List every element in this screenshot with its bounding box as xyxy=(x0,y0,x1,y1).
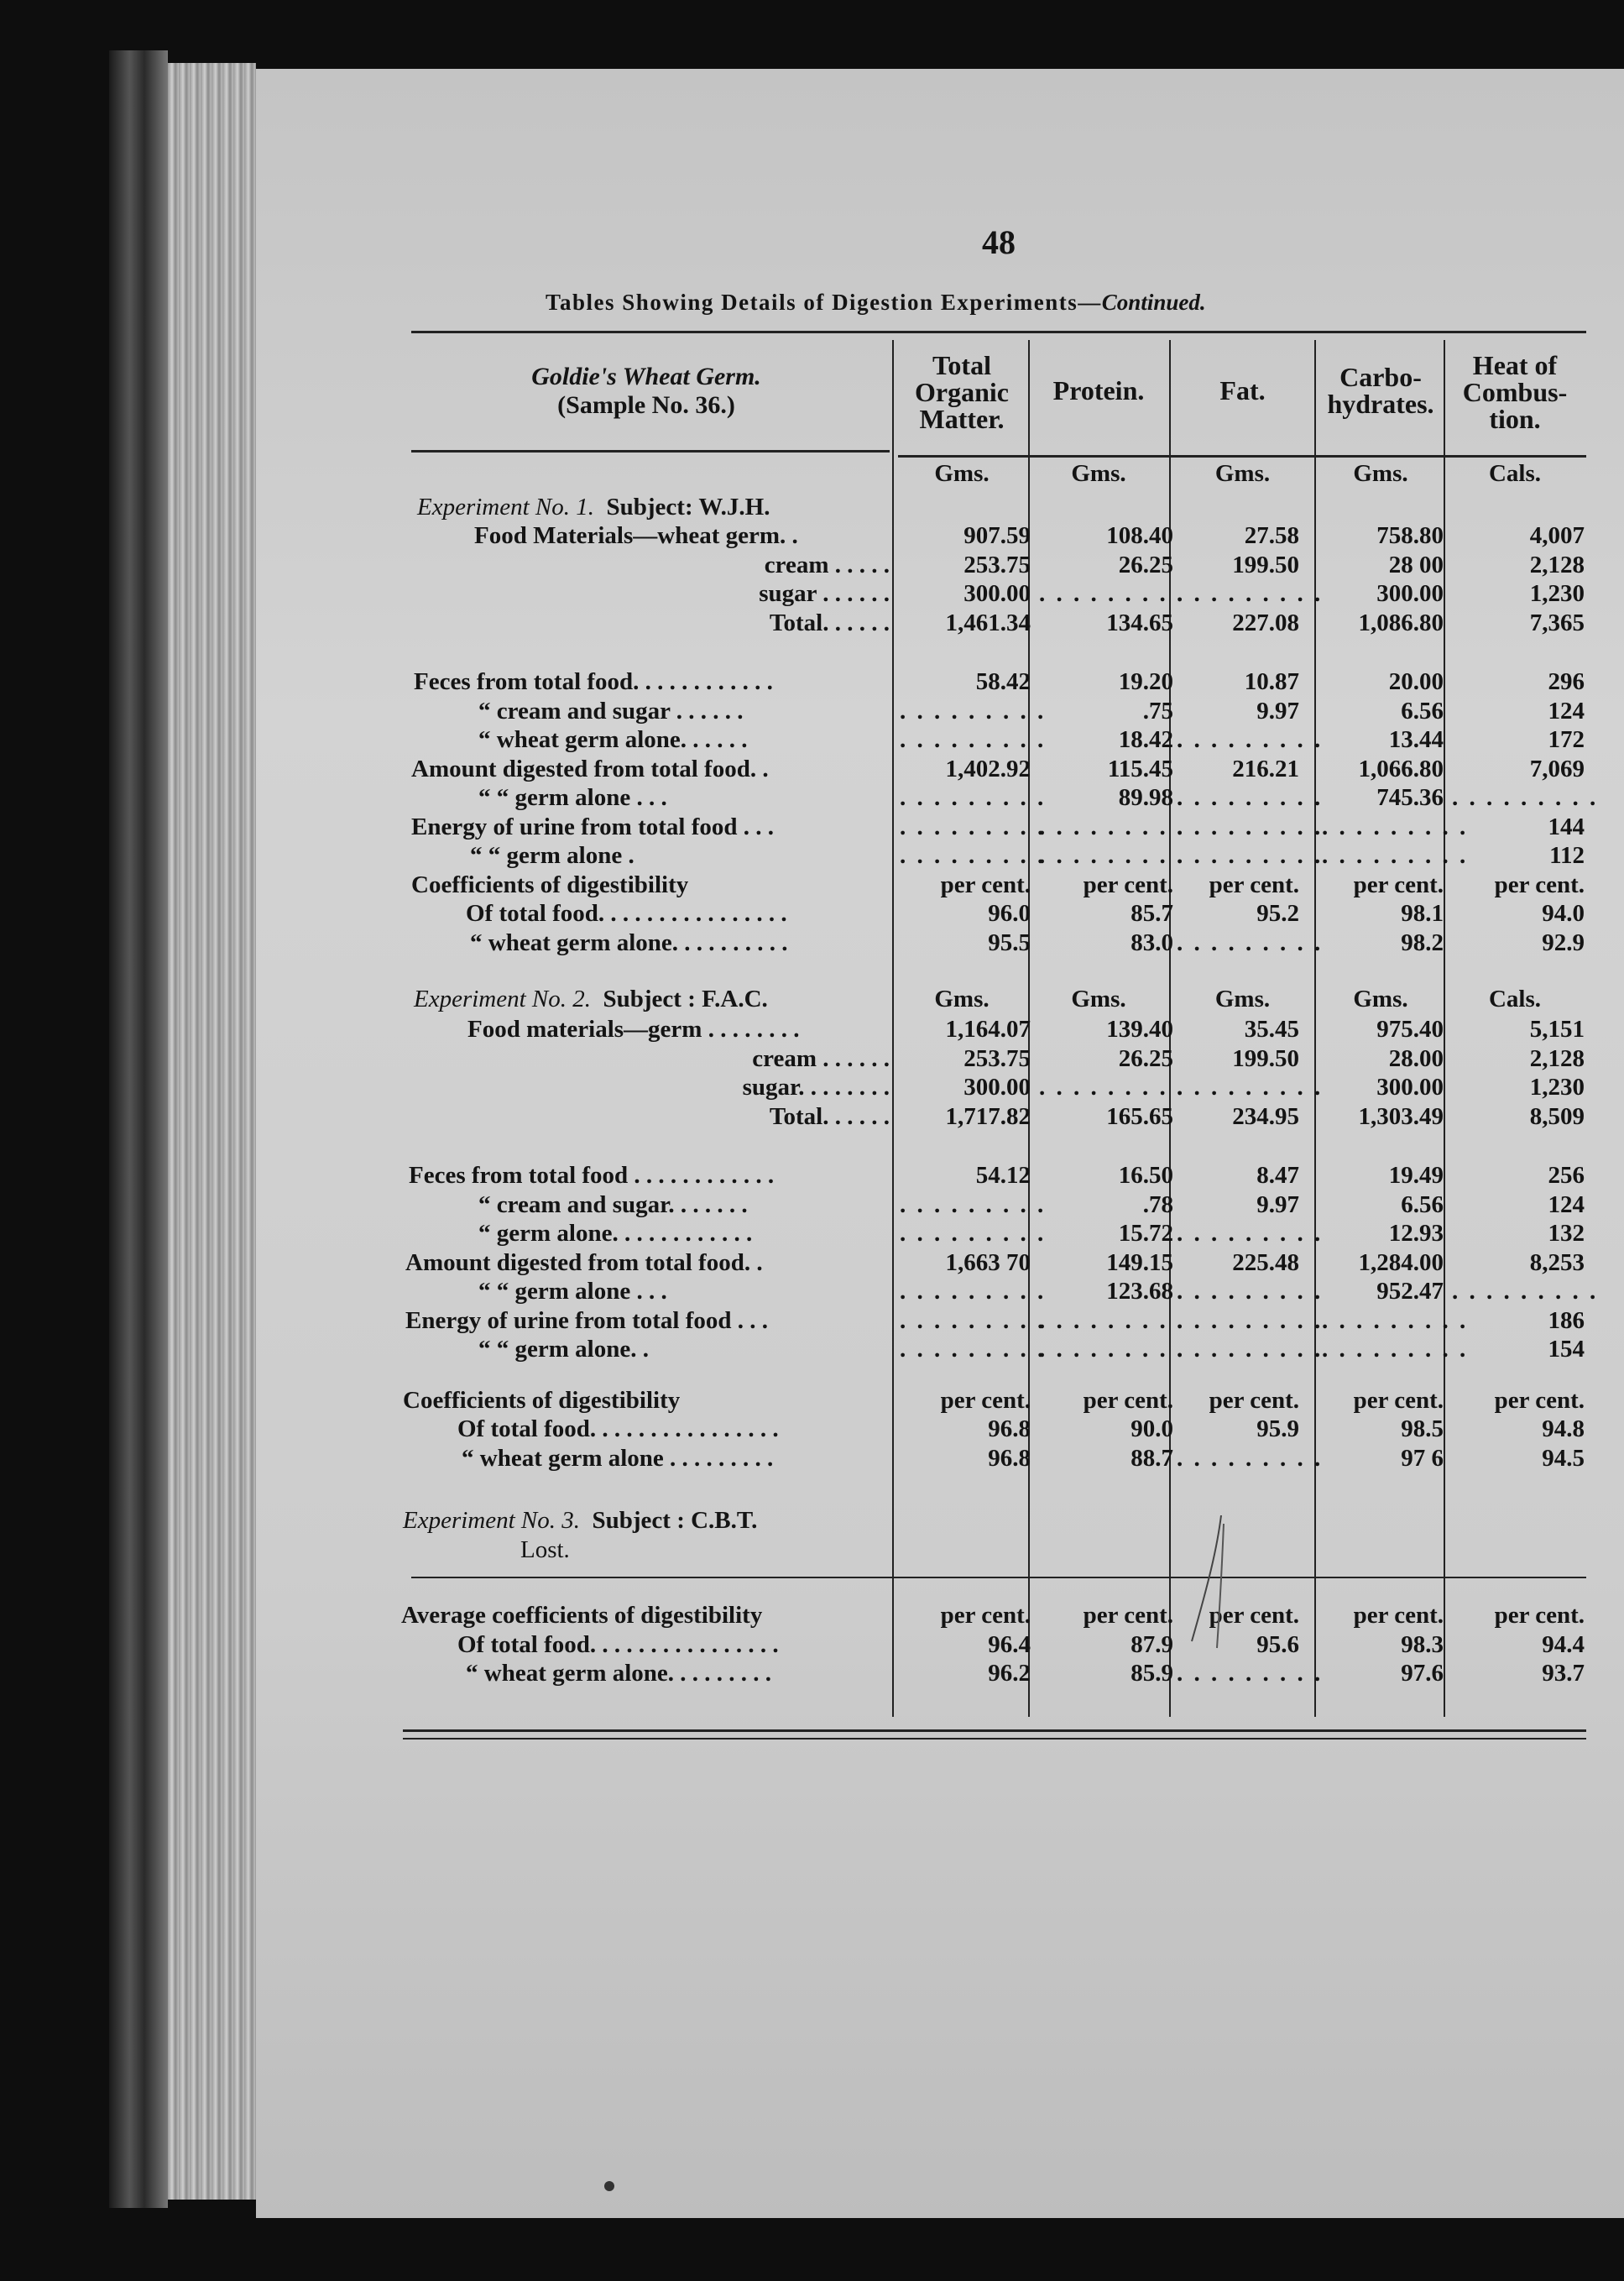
sample-number: (Sample No. 36.) xyxy=(557,391,735,419)
experiment2-row-3-label: Total. . . . . . xyxy=(769,1102,890,1130)
experiment-3-title xyxy=(403,1507,757,1535)
experiment-2-subject: Subject : F.A.C. xyxy=(603,986,768,1012)
rule-top xyxy=(411,331,1586,333)
experiment2-row-11-col-3-value: per cent. xyxy=(1353,1386,1444,1414)
column-divider-0 xyxy=(892,340,894,1717)
experiment2-row-4-label: Feces from total food . . . . . . . . . . . . xyxy=(409,1162,775,1189)
experiment2-row-12-col-1-value: 90.0 xyxy=(1131,1415,1173,1442)
experiment-1-number: Experiment No. 1. xyxy=(417,494,595,521)
experiment2-row-8-col-2-leader: . . . . . . . . . xyxy=(1177,1278,1324,1305)
experiment1-row-5-col-3-value: 6.56 xyxy=(1401,697,1444,725)
experiment2-row-10-col-2-leader: . . . . . . . . . xyxy=(1177,1336,1324,1363)
experiment1-row-7-col-1-value: 115.45 xyxy=(1107,755,1173,782)
experiment1-row-7-col-0-value: 1,402.92 xyxy=(945,755,1031,782)
experiment1-row-10-col-1-leader: . . . . . . . . . xyxy=(1039,842,1186,869)
experiment1-row-0-col-2-value: 27.58 xyxy=(1244,522,1299,549)
experiment1-row-5-col-2-value: 9.97 xyxy=(1256,697,1299,725)
average-row-0-col-3-value: per cent. xyxy=(1353,1602,1444,1629)
experiment2-row-9-col-0-leader: . . . . . . . . . xyxy=(900,1306,1047,1334)
experiment2-row-11-col-2-value: per cent. xyxy=(1209,1386,1299,1414)
experiment1-row-12-col-1-value: 85.7 xyxy=(1131,900,1173,927)
experiment-2-number: Experiment No. 2. xyxy=(414,986,592,1012)
experiment2-unit-0: Gms. xyxy=(934,986,990,1012)
experiment1-row-6-col-2-leader: . . . . . . . . . xyxy=(1177,726,1324,753)
experiment2-row-11-label: Coefficients of digestibility xyxy=(403,1386,681,1414)
experiment1-row-13-label: “ wheat germ alone. . . . . . . . . . xyxy=(470,929,788,956)
experiment1-row-9-col-2-leader: . . . . . . . . . xyxy=(1177,813,1324,840)
experiment2-row-7-col-3-value: 1,284.00 xyxy=(1358,1248,1444,1276)
experiment1-row-6-col-4-value: 172 xyxy=(1548,726,1585,753)
experiment1-row-10-col-0-leader: . . . . . . . . . xyxy=(900,842,1047,869)
experiment2-row-6-col-3-value: 12.93 xyxy=(1388,1220,1444,1247)
experiment1-row-10-col-2-leader: . . . . . . . . . xyxy=(1177,842,1324,869)
experiment2-row-11-col-4-value: per cent. xyxy=(1494,1386,1585,1414)
experiment1-row-0-col-3-value: 758.80 xyxy=(1376,522,1444,549)
experiment1-row-7-label: Amount digested from total food. . xyxy=(411,755,769,782)
table-title-main: Tables Showing Details of Digestion Experiments— xyxy=(546,290,1102,315)
table-title xyxy=(546,290,1206,316)
experiment1-row-3-col-4-value: 7,365 xyxy=(1529,609,1585,636)
experiment2-row-10-col-4-value: 154 xyxy=(1548,1336,1585,1363)
experiment2-row-2-col-0-value: 300.00 xyxy=(963,1074,1031,1101)
average-row-2-col-4-value: 93.7 xyxy=(1542,1660,1585,1687)
experiment1-row-1-col-2-value: 199.50 xyxy=(1232,551,1299,578)
experiment1-row-4-col-3-value: 20.00 xyxy=(1388,668,1444,695)
column-header-3-line-0: Carbo- xyxy=(1339,362,1422,392)
average-row-1-col-3-value: 98.3 xyxy=(1401,1630,1444,1658)
experiment1-row-6-col-3-value: 13.44 xyxy=(1388,726,1444,753)
average-row-0-col-1-value: per cent. xyxy=(1083,1602,1173,1629)
experiment1-row-3-col-3-value: 1,086.80 xyxy=(1358,609,1444,636)
experiment2-row-0-col-2-value: 35.45 xyxy=(1244,1016,1299,1043)
experiment1-row-8-col-0-leader: . . . . . . . . . xyxy=(900,784,1047,811)
experiment1-row-8-col-1-value: 89.98 xyxy=(1118,784,1173,811)
experiment2-row-1-col-2-value: 199.50 xyxy=(1232,1044,1299,1072)
average-row-2-col-2-leader: . . . . . . . . . xyxy=(1177,1660,1324,1687)
experiment1-row-13-col-0-value: 95.5 xyxy=(988,929,1031,956)
experiment1-row-11-col-2-value: per cent. xyxy=(1209,871,1299,898)
average-row-1-col-2-value: 95.6 xyxy=(1256,1630,1299,1658)
experiment2-row-13-col-3-value: 97 6 xyxy=(1401,1444,1444,1472)
experiment2-row-6-col-4-value: 132 xyxy=(1548,1220,1585,1247)
experiment1-row-12-col-0-value: 96.0 xyxy=(988,900,1031,927)
rule-bottom-1 xyxy=(403,1729,1586,1732)
experiment2-row-2-label: sugar. . . . . . . . xyxy=(742,1074,890,1101)
experiment2-row-8-col-0-leader: . . . . . . . . . xyxy=(900,1278,1047,1305)
experiment2-row-9-label: Energy of urine from total food . . . xyxy=(405,1306,768,1334)
experiment2-row-4-col-1-value: 16.50 xyxy=(1118,1162,1173,1189)
experiment-1-title xyxy=(417,494,770,521)
average-row-0-col-0-value: per cent. xyxy=(940,1602,1031,1629)
experiment2-row-13-col-0-value: 96.8 xyxy=(988,1444,1031,1472)
experiment2-row-0-col-0-value: 1,164.07 xyxy=(945,1016,1031,1043)
experiment1-row-7-col-4-value: 7,069 xyxy=(1529,755,1585,782)
experiment1-row-5-col-1-value: .75 xyxy=(1142,697,1173,725)
experiment2-row-1-label: cream . . . . . . xyxy=(752,1044,890,1072)
experiment2-row-10-col-1-leader: . . . . . . . . . xyxy=(1039,1336,1186,1363)
experiment2-unit-1: Gms. xyxy=(1071,986,1126,1012)
column-divider-4 xyxy=(1444,340,1445,1717)
experiment2-row-4-col-3-value: 19.49 xyxy=(1388,1162,1444,1189)
experiment1-row-0-label: Food Materials—wheat germ. . xyxy=(474,522,798,549)
average-row-1-col-1-value: 87.9 xyxy=(1131,1630,1173,1658)
rule-before-average xyxy=(411,1577,1586,1578)
experiment2-row-13-col-4-value: 94.5 xyxy=(1542,1444,1585,1472)
experiment1-row-5-col-4-value: 124 xyxy=(1548,697,1585,725)
experiment1-row-1-label: cream . . . . . xyxy=(764,551,890,578)
experiment1-row-9-label: Energy of urine from total food . . . xyxy=(411,813,774,840)
experiment1-row-10-col-4-value: 112 xyxy=(1549,842,1585,869)
average-row-0-label: Average coefficients of digestibility xyxy=(401,1602,763,1629)
experiment-3-number: Experiment No. 3. xyxy=(403,1507,581,1534)
experiment1-row-3-col-0-value: 1,461.34 xyxy=(945,609,1031,636)
experiment2-row-1-col-1-value: 26.25 xyxy=(1118,1044,1173,1072)
experiment2-row-6-col-1-value: 15.72 xyxy=(1118,1220,1173,1247)
experiment1-row-8-label: “ “ germ alone . . . xyxy=(478,784,667,811)
experiment1-unit-2: Gms. xyxy=(1214,460,1271,487)
experiment1-row-4-label: Feces from total food. . . . . . . . . . . . xyxy=(414,668,773,695)
experiment2-row-5-label: “ cream and sugar. . . . . . . xyxy=(478,1190,748,1218)
sample-name: Goldie's Wheat Germ. xyxy=(531,363,761,390)
experiment2-row-1-col-4-value: 2,128 xyxy=(1529,1044,1585,1072)
experiment1-row-6-col-0-leader: . . . . . . . . . xyxy=(900,726,1047,753)
experiment1-row-8-col-4-leader: . . . . . . . . . xyxy=(1452,784,1599,811)
experiment1-row-2-col-2-leader: . . . . . . . . . xyxy=(1177,580,1324,607)
experiment2-row-0-col-4-value: 5,151 xyxy=(1529,1016,1585,1043)
average-row-2-label: “ wheat germ alone. . . . . . . . . xyxy=(466,1660,772,1687)
pencil-mark-icon xyxy=(1183,1515,1242,1650)
page-number: 48 xyxy=(982,223,1016,261)
experiment1-row-9-col-0-leader: . . . . . . . . . xyxy=(900,813,1047,840)
experiment1-row-7-col-3-value: 1,066.80 xyxy=(1358,755,1444,782)
experiment1-row-2-col-1-leader: . . . . . . . . . xyxy=(1039,580,1186,607)
column-header-0-line-1: Organic xyxy=(915,377,1009,407)
experiment1-row-9-col-3-leader: . . . . . . . . . xyxy=(1322,813,1469,840)
experiment1-row-3-col-2-value: 227.08 xyxy=(1232,609,1299,636)
experiment1-row-1-col-0-value: 253.75 xyxy=(963,551,1031,578)
experiment2-row-13-col-1-value: 88.7 xyxy=(1131,1444,1173,1472)
experiment1-row-9-col-4-value: 144 xyxy=(1548,813,1585,840)
experiment1-row-12-col-3-value: 98.1 xyxy=(1401,900,1444,927)
experiment1-row-5-label: “ cream and sugar . . . . . . xyxy=(478,697,744,725)
column-header-4-line-2: tion. xyxy=(1489,404,1541,434)
experiment1-row-10-label: “ “ germ alone . xyxy=(470,842,634,869)
experiment2-row-10-col-0-leader: . . . . . . . . . xyxy=(900,1336,1047,1363)
column-header-3-line-1: hydrates. xyxy=(1327,389,1434,419)
experiment1-row-0-col-1-value: 108.40 xyxy=(1106,522,1173,549)
experiment1-row-4-col-2-value: 10.87 xyxy=(1244,668,1299,695)
experiment1-unit-3: Gms. xyxy=(1353,460,1408,487)
experiment-2-title xyxy=(414,986,768,1013)
experiment2-row-4-col-0-value: 54.12 xyxy=(975,1162,1031,1189)
experiment2-row-3-col-4-value: 8,509 xyxy=(1529,1102,1585,1130)
experiment2-row-6-col-0-leader: . . . . . . . . . xyxy=(900,1220,1047,1247)
experiment2-row-12-col-4-value: 94.8 xyxy=(1542,1415,1585,1442)
experiment1-row-12-col-2-value: 95.2 xyxy=(1256,900,1299,927)
experiment1-row-11-col-0-value: per cent. xyxy=(940,871,1031,898)
experiment1-row-1-col-1-value: 26.25 xyxy=(1118,551,1173,578)
experiment2-row-9-col-2-leader: . . . . . . . . . xyxy=(1177,1306,1324,1334)
average-row-2-col-1-value: 85.9 xyxy=(1131,1660,1173,1687)
experiment1-row-13-col-2-leader: . . . . . . . . . xyxy=(1177,929,1324,956)
experiment2-row-2-col-3-value: 300.00 xyxy=(1376,1074,1444,1101)
average-row-0-col-2-value: per cent. xyxy=(1209,1602,1299,1629)
experiment1-row-8-col-3-value: 745.36 xyxy=(1376,784,1444,811)
column-header-4-line-1: Combus- xyxy=(1462,377,1568,407)
experiment2-row-13-col-2-leader: . . . . . . . . . xyxy=(1177,1444,1324,1472)
experiment2-row-7-col-2-value: 225.48 xyxy=(1232,1248,1299,1276)
experiment2-row-1-col-0-value: 253.75 xyxy=(963,1044,1031,1072)
experiment2-row-10-col-3-leader: . . . . . . . . . xyxy=(1322,1336,1469,1363)
experiment2-row-8-label: “ “ germ alone . . . xyxy=(478,1278,667,1305)
experiment2-row-3-col-2-value: 234.95 xyxy=(1232,1102,1299,1130)
experiment2-row-7-label: Amount digested from total food. . xyxy=(405,1248,763,1276)
experiment2-row-5-col-1-value: .78 xyxy=(1142,1190,1173,1218)
experiment2-row-4-col-4-value: 256 xyxy=(1548,1162,1585,1189)
experiment1-row-11-col-1-value: per cent. xyxy=(1083,871,1173,898)
experiment1-row-1-col-3-value: 28 00 xyxy=(1388,551,1444,578)
experiment1-row-2-col-0-value: 300.00 xyxy=(963,580,1031,607)
experiment1-row-6-label: “ wheat germ alone. . . . . . xyxy=(478,726,748,753)
experiment2-row-5-col-3-value: 6.56 xyxy=(1401,1190,1444,1218)
experiment1-row-11-col-4-value: per cent. xyxy=(1494,871,1585,898)
experiment1-row-2-col-3-value: 300.00 xyxy=(1376,580,1444,607)
column-header-2-line-0: Fat. xyxy=(1219,375,1266,405)
experiment2-row-12-col-2-value: 95.9 xyxy=(1256,1415,1299,1442)
page-edges xyxy=(168,63,256,2200)
experiment1-row-13-col-3-value: 98.2 xyxy=(1401,929,1444,956)
experiment2-row-10-label: “ “ germ alone. . xyxy=(478,1336,649,1363)
experiment2-row-5-col-0-leader: . . . . . . . . . xyxy=(900,1190,1047,1218)
experiment2-row-12-label: Of total food. . . . . . . . . . . . . . . . xyxy=(457,1415,779,1442)
experiment1-row-4-col-1-value: 19.20 xyxy=(1118,668,1173,695)
experiment-3-note: Lost. xyxy=(520,1536,570,1563)
experiment2-row-2-col-4-value: 1,230 xyxy=(1529,1074,1585,1101)
experiment2-row-9-col-4-value: 186 xyxy=(1548,1306,1585,1334)
experiment1-row-1-col-4-value: 2,128 xyxy=(1529,551,1585,578)
experiment1-unit-1: Gms. xyxy=(1071,460,1126,487)
experiment2-row-7-col-4-value: 8,253 xyxy=(1529,1248,1585,1276)
experiment1-row-3-label: Total. . . . . . xyxy=(769,609,890,636)
experiment2-row-7-col-1-value: 149.15 xyxy=(1106,1248,1173,1276)
experiment2-row-13-label: “ wheat germ alone . . . . . . . . . xyxy=(462,1444,774,1472)
experiment2-row-7-col-0-value: 1,663 70 xyxy=(945,1248,1031,1276)
experiment1-row-0-col-4-value: 4,007 xyxy=(1529,522,1585,549)
experiment1-row-12-col-4-value: 94.0 xyxy=(1542,900,1585,927)
experiment1-row-13-col-4-value: 92.9 xyxy=(1542,929,1585,956)
experiment1-row-4-col-0-value: 58.42 xyxy=(975,668,1031,695)
rule-under-headers xyxy=(898,455,1586,458)
experiment1-row-13-col-1-value: 83.0 xyxy=(1131,929,1173,956)
experiment1-row-9-col-1-leader: . . . . . . . . . xyxy=(1039,813,1186,840)
average-row-2-col-0-value: 96.2 xyxy=(988,1660,1031,1687)
experiment2-row-6-col-2-leader: . . . . . . . . . xyxy=(1177,1220,1324,1247)
experiment2-row-11-col-1-value: per cent. xyxy=(1083,1386,1173,1414)
book-binding xyxy=(109,50,168,2208)
column-divider-3 xyxy=(1314,340,1316,1717)
experiment2-unit-3: Gms. xyxy=(1353,986,1408,1012)
experiment1-row-11-col-3-value: per cent. xyxy=(1353,871,1444,898)
experiment1-row-2-label: sugar . . . . . . xyxy=(759,580,890,607)
average-row-1-col-4-value: 94.4 xyxy=(1542,1630,1585,1658)
experiment1-unit-0: Gms. xyxy=(934,460,990,487)
experiment2-unit-2: Gms. xyxy=(1214,986,1271,1012)
experiment1-row-12-label: Of total food. . . . . . . . . . . . . . . . xyxy=(466,900,787,927)
experiment1-row-2-col-4-value: 1,230 xyxy=(1529,580,1585,607)
rule-under-sample xyxy=(411,450,890,453)
experiment1-row-0-col-0-value: 907.59 xyxy=(963,522,1031,549)
experiment2-row-2-col-2-leader: . . . . . . . . . xyxy=(1177,1074,1324,1101)
ink-speck xyxy=(604,2181,614,2191)
experiment1-row-11-label: Coefficients of digestibility xyxy=(411,871,689,898)
experiment2-row-0-label: Food materials—germ . . . . . . . . xyxy=(467,1016,800,1043)
experiment1-row-8-col-2-leader: . . . . . . . . . xyxy=(1177,784,1324,811)
experiment1-row-6-col-1-value: 18.42 xyxy=(1118,726,1173,753)
experiment-3-subject: Subject : C.B.T. xyxy=(592,1507,758,1534)
experiment2-row-6-label: “ germ alone. . . . . . . . . . . . xyxy=(478,1220,753,1247)
experiment2-row-3-col-3-value: 1,303.49 xyxy=(1358,1102,1444,1130)
experiment2-row-12-col-3-value: 98.5 xyxy=(1401,1415,1444,1442)
experiment2-row-8-col-3-value: 952.47 xyxy=(1376,1278,1444,1305)
experiment2-row-12-col-0-value: 96.8 xyxy=(988,1415,1031,1442)
average-row-0-col-4-value: per cent. xyxy=(1494,1602,1585,1629)
experiment2-row-4-col-2-value: 8.47 xyxy=(1256,1162,1299,1189)
experiment1-unit-4: Cals. xyxy=(1488,460,1542,487)
rule-bottom-2 xyxy=(403,1738,1586,1740)
experiment2-row-5-col-4-value: 124 xyxy=(1548,1190,1585,1218)
experiment1-row-7-col-2-value: 216.21 xyxy=(1232,755,1299,782)
column-header-0-line-0: Total xyxy=(932,350,991,380)
experiment2-row-11-col-0-value: per cent. xyxy=(940,1386,1031,1414)
column-header-4-line-0: Heat of xyxy=(1472,350,1558,380)
experiment1-row-10-col-3-leader: . . . . . . . . . xyxy=(1322,842,1469,869)
table-title-continued: Continued. xyxy=(1101,290,1206,315)
experiment2-row-0-col-1-value: 139.40 xyxy=(1106,1016,1173,1043)
experiment1-row-4-col-4-value: 296 xyxy=(1548,668,1585,695)
column-header-1-line-0: Protein. xyxy=(1052,375,1145,405)
average-row-2-col-3-value: 97.6 xyxy=(1401,1660,1444,1687)
experiment2-row-2-col-1-leader: . . . . . . . . . xyxy=(1039,1074,1186,1101)
experiment2-row-5-col-2-value: 9.97 xyxy=(1256,1190,1299,1218)
experiment-1-subject: Subject: W.J.H. xyxy=(606,494,770,521)
column-header-0-line-2: Matter. xyxy=(919,404,1005,434)
experiment2-row-9-col-3-leader: . . . . . . . . . xyxy=(1322,1306,1469,1334)
average-row-1-label: Of total food. . . . . . . . . . . . . . . . xyxy=(457,1630,779,1658)
experiment2-row-8-col-1-value: 123.68 xyxy=(1106,1278,1173,1305)
experiment2-unit-4: Cals. xyxy=(1488,986,1542,1012)
experiment2-row-9-col-1-leader: . . . . . . . . . xyxy=(1039,1306,1186,1334)
experiment2-row-1-col-3-value: 28.00 xyxy=(1388,1044,1444,1072)
experiment2-row-3-col-1-value: 165.65 xyxy=(1106,1102,1173,1130)
experiment2-row-8-col-4-leader: . . . . . . . . . xyxy=(1452,1278,1599,1305)
average-row-1-col-0-value: 96.4 xyxy=(988,1630,1031,1658)
experiment2-row-0-col-3-value: 975.40 xyxy=(1376,1016,1444,1043)
experiment1-row-5-col-0-leader: . . . . . . . . . xyxy=(900,697,1047,725)
experiment2-row-3-col-0-value: 1,717.82 xyxy=(945,1102,1031,1130)
experiment1-row-3-col-1-value: 134.65 xyxy=(1106,609,1173,636)
